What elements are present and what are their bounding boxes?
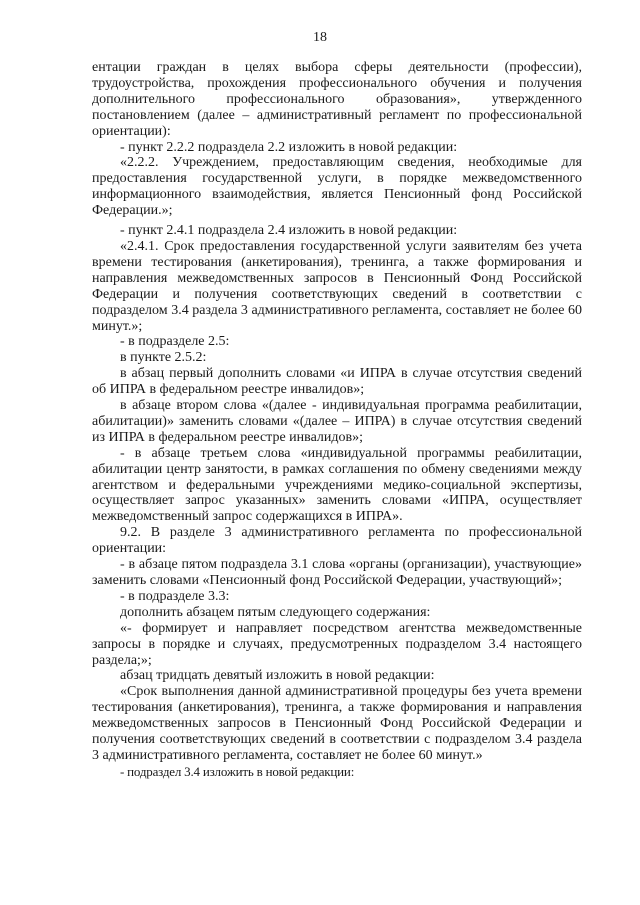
paragraph: ентации граждан в целях выбора сферы деятельности (профессии), трудоустройства, прохождения профессионального обучения и получения дополнительного профессионального образования», утвержденного постановлением (далее – административный регламент по профессиональной ориентации): <box>92 60 582 139</box>
paragraph: - в подразделе 3.3: <box>120 588 230 604</box>
paragraph: - подраздел 3.4 изложить в новой редакции: <box>120 763 355 779</box>
paragraph: в пункте 2.5.2: <box>120 350 207 366</box>
paragraph: «Срок выполнения данной административной процедуры без учета времени тестирования (анкетирования), тренинга, а также формирования и направления межведомственных запросов в Пенсионный Фонд Российской Федерации и получения соответствующих сведений в соответствии с подразделом 3.4 раздела 3 административного регламента, составляет не более 60 минут.» <box>92 684 582 763</box>
paragraph: - пункт 2.4.1 подраздела 2.4 изложить в новой редакции: <box>120 223 458 239</box>
paragraph: в абзаце втором слова «(далее - индивидуальная программа реабилитации, абилитации)» заменить словами «(далее – ИПРА) в случае отсутствия сведений из ИПРА в федеральном реестре инвалидов»; <box>92 398 582 445</box>
body-text <box>92 60 582 780</box>
paragraph: «2.4.1. Срок предоставления государственной услуги заявителям без учета времени тестирования (анкетирования), тренинга, а также формирования и направления межведомственных запросов в Пенсионный Фонд Российской Федерации и получения соответствующих сведений в соответствии с подразделом 3.4 раздела 3 административного регламента, составляет не более 60 минут.»; <box>92 238 582 334</box>
page-number: 18 <box>313 30 327 45</box>
paragraph: - пункт 2.2.2 подраздела 2.2 изложить в новой редакции: <box>120 139 458 155</box>
paragraph: абзац тридцать девятый изложить в новой редакции: <box>120 668 435 684</box>
paragraph: - в абзаце третьем слова «индивидуальной программы реабилитации, абилитации центр занятости, в рамках соглашения по обмену сведениями между агентством и федеральными учреждениями медико-социальной экспертизы, осуществляет запрос указанных» заменить словами «ИПРА, осуществляет межведомственный запрос содержащихся в ИПРА». <box>92 445 582 525</box>
paragraph: «2.2.2. Учреждением, предоставляющим сведения, необходимые для предоставления государственной услуги, в порядке межведомственного информационного взаимодействия, является Пенсионный фонд Российской Федерации.»; <box>92 155 582 219</box>
paragraph: дополнить абзацем пятым следующего содержания: <box>120 604 431 620</box>
paragraph: в абзац первый дополнить словами «и ИПРА в случае отсутствия сведений об ИПРА в федеральном реестре инвалидов»; <box>92 366 582 398</box>
paragraph: «- формирует и направляет посредством агентства межведомственные запросы в порядке и случаях, предусмотренных подразделом 3.4 настоящего раздела;»; <box>92 620 582 668</box>
paragraph: - в подразделе 2.5: <box>120 334 230 350</box>
paragraph: - в абзаце пятом подраздела 3.1 слова «органы (организации), участвующие» заменить словами «Пенсионный фонд Российской Федерации, участвующий»; <box>92 557 582 588</box>
paragraph: 9.2. В разделе 3 административного регламента по профессиональной ориентации: <box>92 525 582 557</box>
